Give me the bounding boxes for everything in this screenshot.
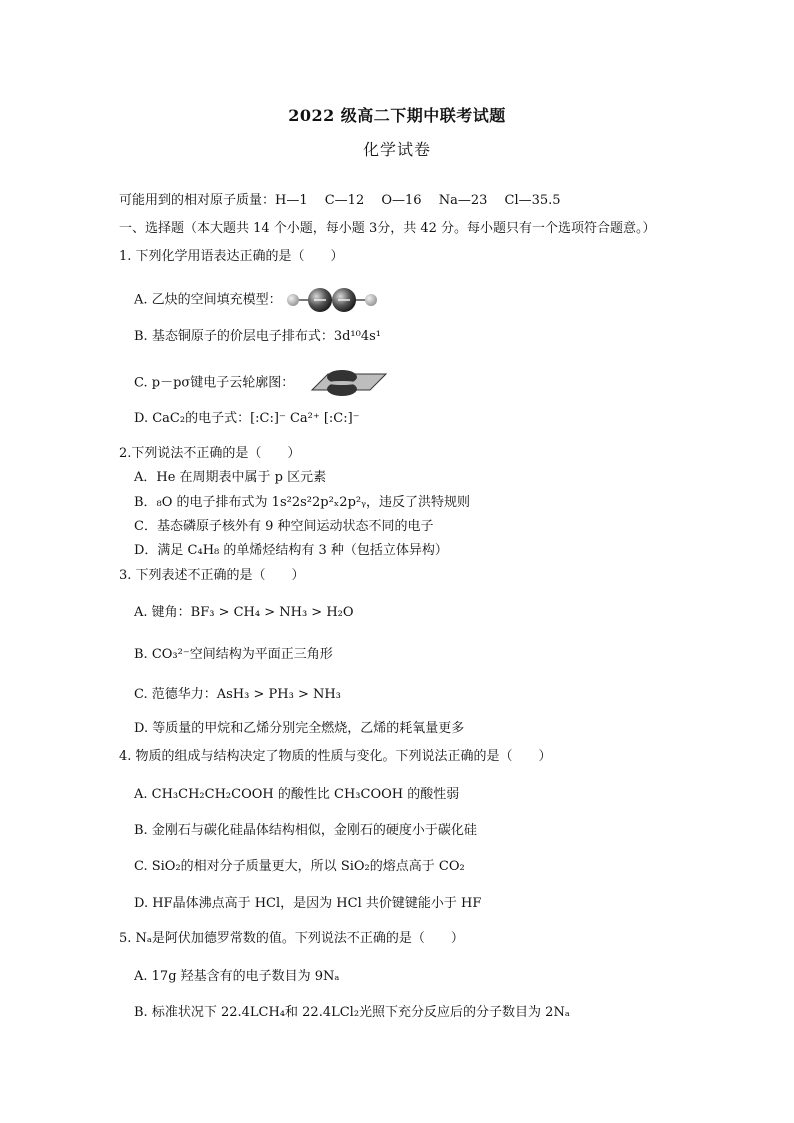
q5-stem: 5. Nₐ是阿伏加德罗常数的值。下列说法不正确的是（ ） [119, 931, 464, 946]
exam-subtitle: 化学试卷 [362, 140, 431, 159]
q2-option-a: A．He 在周期表中属于 p 区元素 [134, 470, 327, 485]
q4-option-c: C. SiO₂的相对分子质量更大，所以 SiO₂的熔点高于 CO₂ [134, 859, 465, 874]
q1-option-b [134, 328, 381, 346]
q2-stem: 2.下列说法不正确的是（ ） [119, 446, 301, 461]
q4-stem: 4. 物质的组成与结构决定了物质的性质与变化。下列说法正确的是（ ） [119, 749, 552, 764]
exam-title: 2022 级高二下期中联考试题 [288, 106, 506, 125]
acetylene-model-icon [286, 286, 378, 314]
q1-option-a [134, 286, 378, 314]
q1-option-c-suffix: 键电子云轮廓图： [190, 375, 295, 391]
q3-option-b: B. CO₃²⁻空间结构为平面正三角形 [134, 647, 333, 662]
sigma-bond-orbital-icon [298, 368, 390, 398]
q4-option-d: D. HF晶体沸点高于 HCl，是因为 HCl 共价键键能小于 HF [134, 896, 482, 911]
q1-option-b-formula: 3d¹⁰4s¹ [333, 329, 381, 344]
atomic-masses: 可能用到的相对原子质量：H—1 C—12 O—16 Na—23 Cl—35.5 [119, 193, 561, 208]
q2-option-b: B．₈O 的电子排布式为 1s²2s²2p²ₓ2p²ᵧ，违反了洪特规则 [134, 495, 471, 510]
q5-option-b: B. 标准状况下 22.4LCH₄和 22.4LCl₂光照下充分反应后的分子数目为 2Nₐ [134, 1005, 570, 1020]
q1-option-d-formula: [:C:]⁻ Ca²⁺ [:C:]⁻ [250, 411, 360, 426]
q1-stem: 1. 下列化学用语表达正确的是（ ） [119, 249, 344, 264]
q3-option-a: A. 键角：BF₃ > CH₄ > NH₃ > H₂O [134, 605, 354, 620]
q1-option-a-text: A. 乙炔的空间填充模型： [134, 292, 282, 308]
q1-option-b-text: B. 基态铜原子的价层电子排布式： [134, 329, 334, 344]
q4-option-b: B. 金刚石与碳化硅晶体结构相似，金刚石的硬度小于碳化硅 [134, 823, 477, 838]
q3-option-d: D. 等质量的甲烷和乙烯分别完全燃烧，乙烯的耗氧量更多 [134, 721, 465, 736]
q1-option-d-text: D. CaC₂的电子式： [134, 411, 251, 426]
q5-option-a: A. 17g 羟基含有的电子数目为 9Nₐ [134, 969, 340, 984]
q3-option-c: C. 范德华力：AsH₃ > PH₃ > NH₃ [134, 687, 341, 702]
q4-option-a: A. CH₃CH₂CH₂COOH 的酸性比 CH₃COOH 的酸性弱 [134, 787, 460, 802]
q1-option-c [134, 368, 390, 398]
q3-stem: 3. 下列表述不正确的是（ ） [119, 568, 305, 583]
q1-option-d [134, 410, 360, 428]
q2-option-c: C．基态磷原子核外有 9 种空间运动状态不同的电子 [134, 519, 434, 534]
q2-option-d: D．满足 C₄H₈ 的单烯烃结构有 3 种（包括立体异构） [134, 543, 448, 558]
section-heading: 一、选择题（本大题共 14 个小题，每小题 3分，共 42 分。每小题只有一个选项符合题意。） [119, 221, 656, 236]
q1-option-c-prefix: C. p－pσ [134, 375, 191, 391]
